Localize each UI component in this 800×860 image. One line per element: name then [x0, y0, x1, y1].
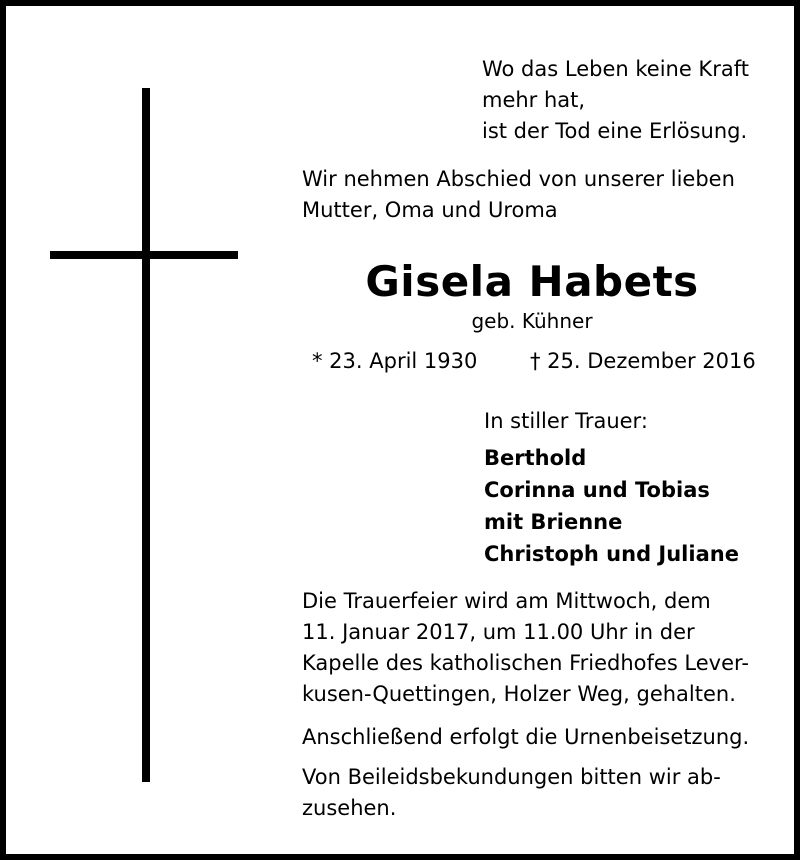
- mourner-name: Berthold: [484, 446, 587, 470]
- intro-text: [302, 164, 752, 226]
- motto-line: ist der Tod eine Erlösung.: [482, 119, 748, 143]
- cross-icon: [142, 88, 150, 782]
- intro-line: Mutter, Oma und Uroma: [302, 198, 558, 222]
- funeral-line: 11. Januar 2017, um 11.00 Uhr in der: [302, 620, 695, 644]
- cross-icon-bar: [50, 251, 238, 259]
- intro-line: Wir nehmen Abschied von unserer lieben: [302, 167, 735, 191]
- motto-line: Wo das Leben keine Kraft: [482, 57, 749, 81]
- funeral-line: Die Trauerfeier wird am Mittwoch, dem: [302, 589, 711, 613]
- condolence-note: [302, 762, 752, 824]
- mourner-name: mit Brienne: [484, 510, 623, 534]
- burial-info: Anschließend erfolgt die Urnenbeisetzung.: [302, 725, 750, 749]
- condolence-line: zusehen.: [302, 796, 397, 820]
- funeral-line: Kapelle des katholischen Friedhofes Lever-: [302, 651, 749, 675]
- funeral-line: kusen-Quettingen, Holzer Weg, gehalten.: [302, 682, 736, 706]
- mourners-list: [484, 442, 739, 570]
- birth-date: * 23. April 1930: [312, 349, 478, 373]
- deceased-name: Gisela Habets: [365, 257, 699, 306]
- mourner-name: Corinna und Tobias: [484, 478, 710, 502]
- condolence-line: Von Beileidsbekundungen bitten wir ab-: [302, 765, 721, 789]
- motto-line: mehr hat,: [482, 88, 586, 112]
- mourner-name: Christoph und Juliane: [484, 542, 739, 566]
- maiden-name: geb. Kühner: [471, 309, 593, 333]
- mourning-label: In stiller Trauer:: [484, 409, 648, 433]
- funeral-info: [302, 586, 752, 710]
- death-date: † 25. Dezember 2016: [530, 349, 756, 373]
- motto: [482, 54, 749, 147]
